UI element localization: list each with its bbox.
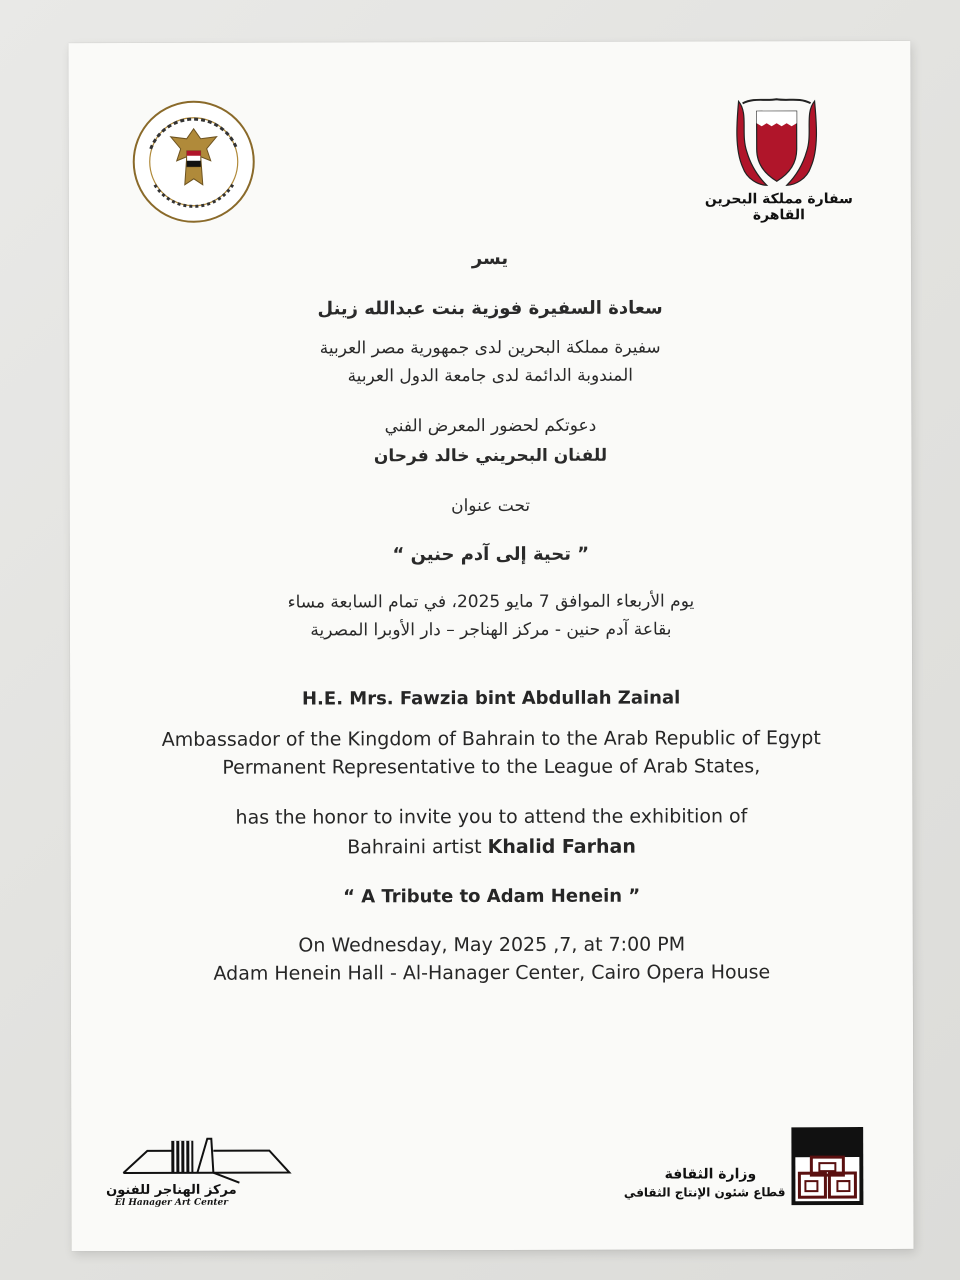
hanager-caption	[101, 1183, 241, 1208]
hanager-caption-ar: مركز الهناجر للفنون	[106, 1182, 237, 1199]
english-venue: Adam Henein Hall - Al-Hanager Center, Cairo Opera House	[213, 961, 771, 985]
hanager-caption-en: El Hanager Art Center	[114, 1197, 229, 1208]
cultural-production-sector-logo-icon	[791, 1127, 863, 1205]
bahrain-coat-of-arms-icon	[729, 93, 825, 193]
english-host-name: H.E. Mrs. Fawzia bint Abdullah Zainal	[301, 687, 681, 710]
english-invite-2	[70, 835, 912, 859]
arabic-exhibition-title: ” تحية إلى آدم حنين “	[392, 543, 590, 566]
english-host-title-2: Permanent Representative to the League of Arab States,	[222, 755, 761, 779]
arabic-host-title-1: سفيرة مملكة البحرين لدى جمهورية مصر العربية	[319, 337, 661, 359]
invitation-card	[68, 41, 913, 1251]
arabic-date-time: يوم الأربعاء الموافق 7 مايو 2025، في تمام السابعة مساء	[287, 591, 695, 613]
arabic-invite-2: للفنان البحريني خالد فرحان	[373, 445, 608, 467]
arabic-host-title-2: المندوبة الدائمة لدى جامعة الدول العربية	[347, 365, 634, 387]
embassy-caption-line-1: سفارة مملكة البحرين	[704, 191, 853, 208]
english-date-time: On Wednesday, May 2025 ,7, at 7:00 PM	[298, 933, 686, 957]
arabic-title-intro: تحت عنوان	[451, 495, 531, 517]
embassy-caption	[679, 191, 879, 224]
arabic-venue: بقاعة آدم حنين - مركز الهناجر – دار الأوبرا المصرية	[310, 619, 672, 641]
cultural-production-caption-line-1: وزارة الثقافة	[664, 1166, 757, 1183]
english-exhibition-title: “ A Tribute to Adam Henein ”	[343, 885, 641, 908]
cultural-production-caption	[623, 1165, 786, 1201]
english-invite-1: has the honor to invite you to attend the exhibition of	[235, 805, 748, 829]
cultural-production-caption-line-2: قطاع شئون الإنتاج الثقافي	[623, 1185, 786, 1200]
english-host-title-1: Ambassador of the Kingdom of Bahrain to the Arab Republic of Egypt	[161, 727, 821, 751]
ministry-of-culture-seal-icon	[131, 99, 257, 225]
arabic-host-name: سعادة السفيرة فوزية بنت عبدالله زينل	[317, 297, 663, 320]
embassy-caption-line-2: القاهرة	[752, 207, 805, 224]
english-invite-2-prefix: Bahraini artist	[347, 836, 488, 859]
hanager-art-center-logo-icon	[119, 1137, 295, 1185]
arabic-opening: يسر	[471, 247, 509, 270]
artist-name: Khalid Farhan	[487, 835, 636, 859]
arabic-invite-1: دعوتكم لحضور المعرض الفني	[384, 415, 597, 437]
